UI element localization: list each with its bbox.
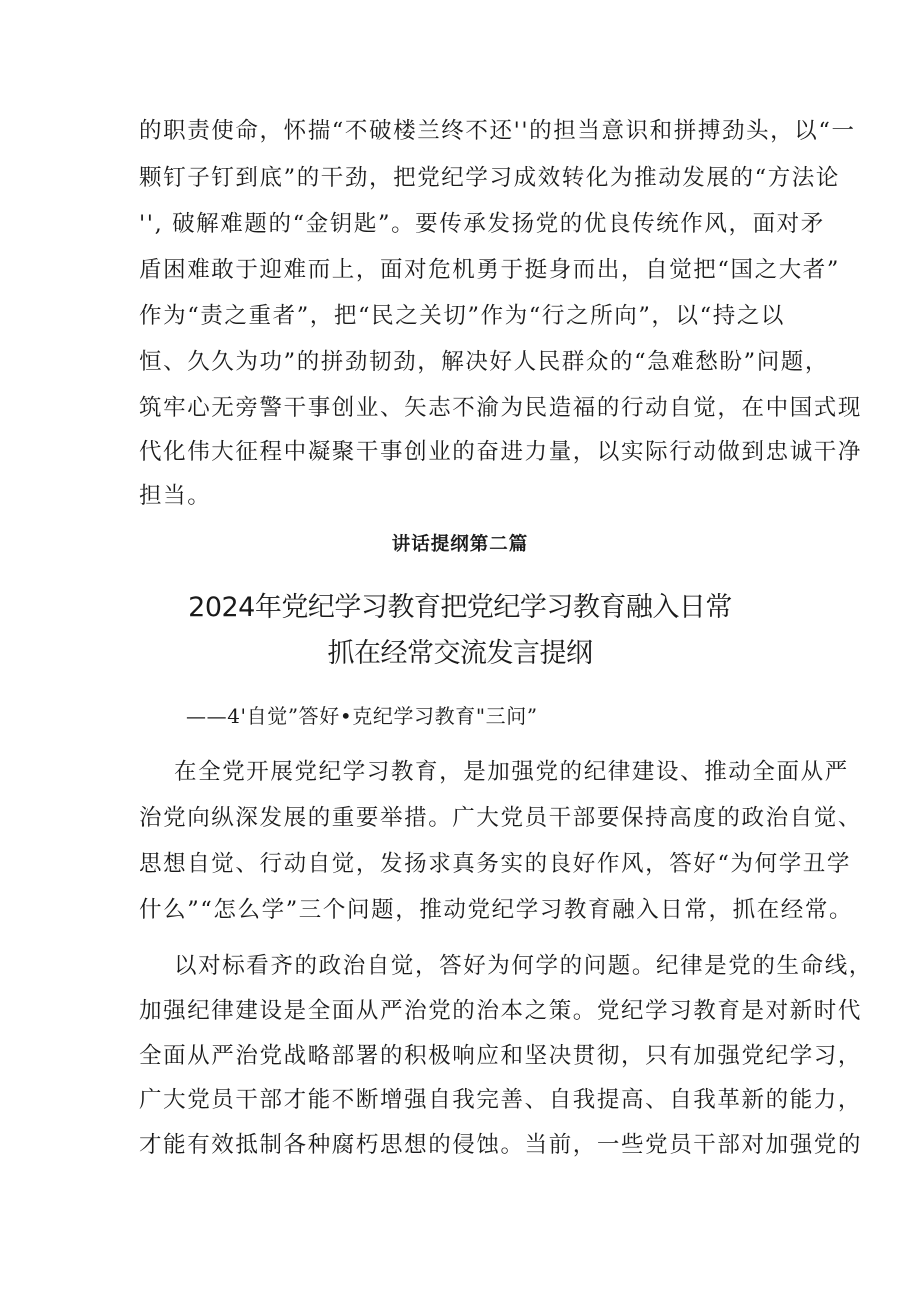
- document-subtitle: ——4'自觉”答好•克纪学习教育"三问”: [186, 704, 538, 728]
- document-title-line-1: 2024年党纪学习教育把党纪学习教育融入日常: [188, 592, 732, 623]
- body-text-line: 什么”“怎么学”三个问题，推动党纪学习教育融入日常，抓在经常。: [139, 897, 854, 923]
- body-text-line: 的职责使命，怀揣“不破楼兰终不还''的担当意识和拼搏劲头，以“一: [139, 118, 856, 144]
- body-text-line: 治党向纵深发展的重要举措。广大党员干部要保持高度的政治自觉、: [139, 805, 863, 831]
- section-label: 讲话提纲第二篇: [391, 534, 529, 555]
- body-text-line: '', 破解难题的“金钥匙”。要传承发扬党的优良传统作风，面对矛: [139, 211, 825, 237]
- body-text-line: 代化伟大征程中凝聚干事创业的奋进力量，以实际行动做到忠诚干净: [139, 439, 863, 465]
- body-text-line: 加强纪律建设是全面从严治党的治本之策。党纪学习教育是对新时代: [139, 998, 863, 1024]
- body-text-line: 以对标看齐的政治自觉，答好为何学的问题。纪律是党的生命线，: [139, 953, 873, 979]
- body-text-line: 盾困难敢于迎难而上，面对危机勇于挺身而出，自觉把“国之大者”: [139, 257, 841, 283]
- body-text-line: 思想自觉、行动自觉，发扬求真务实的良好作风，答好“为何学丑学: [139, 851, 852, 877]
- document-title-line-2: 抓在经常交流发言提纲: [327, 638, 593, 669]
- body-text-line: 才能有效抵制各种腐朽思想的侵蚀。当前，一些党员干部对加强党的: [139, 1132, 863, 1158]
- body-text-line: 广大党员干部才能不断增强自我完善、自我提高、自我革新的能力，: [139, 1087, 863, 1113]
- body-text-line: 颗钉子钉到底”的干劲，把党纪学习成效转化为推动发展的“方法论: [139, 165, 841, 191]
- body-text-line: 作为“责之重者”，把“民之关切”作为“行之所向”，以“持之以: [139, 303, 786, 329]
- body-text-line: 恒、久久为功”的拼劲韧劲，解决好人民群众的“急难愁盼”问题，: [139, 349, 830, 375]
- body-text-line: 全面从严治党战略部署的积极响应和坚决贯彻，只有加强党纪学习，: [139, 1043, 863, 1069]
- body-text-line: 担当。: [139, 483, 212, 509]
- body-text-line: 筑牢心无旁警干事创业、矢志不渝为民造福的行动自觉，在中国式现: [139, 395, 863, 421]
- body-text-line: 在全党开展党纪学习教育，是加强党的纪律建设、推动全面从严: [139, 759, 849, 785]
